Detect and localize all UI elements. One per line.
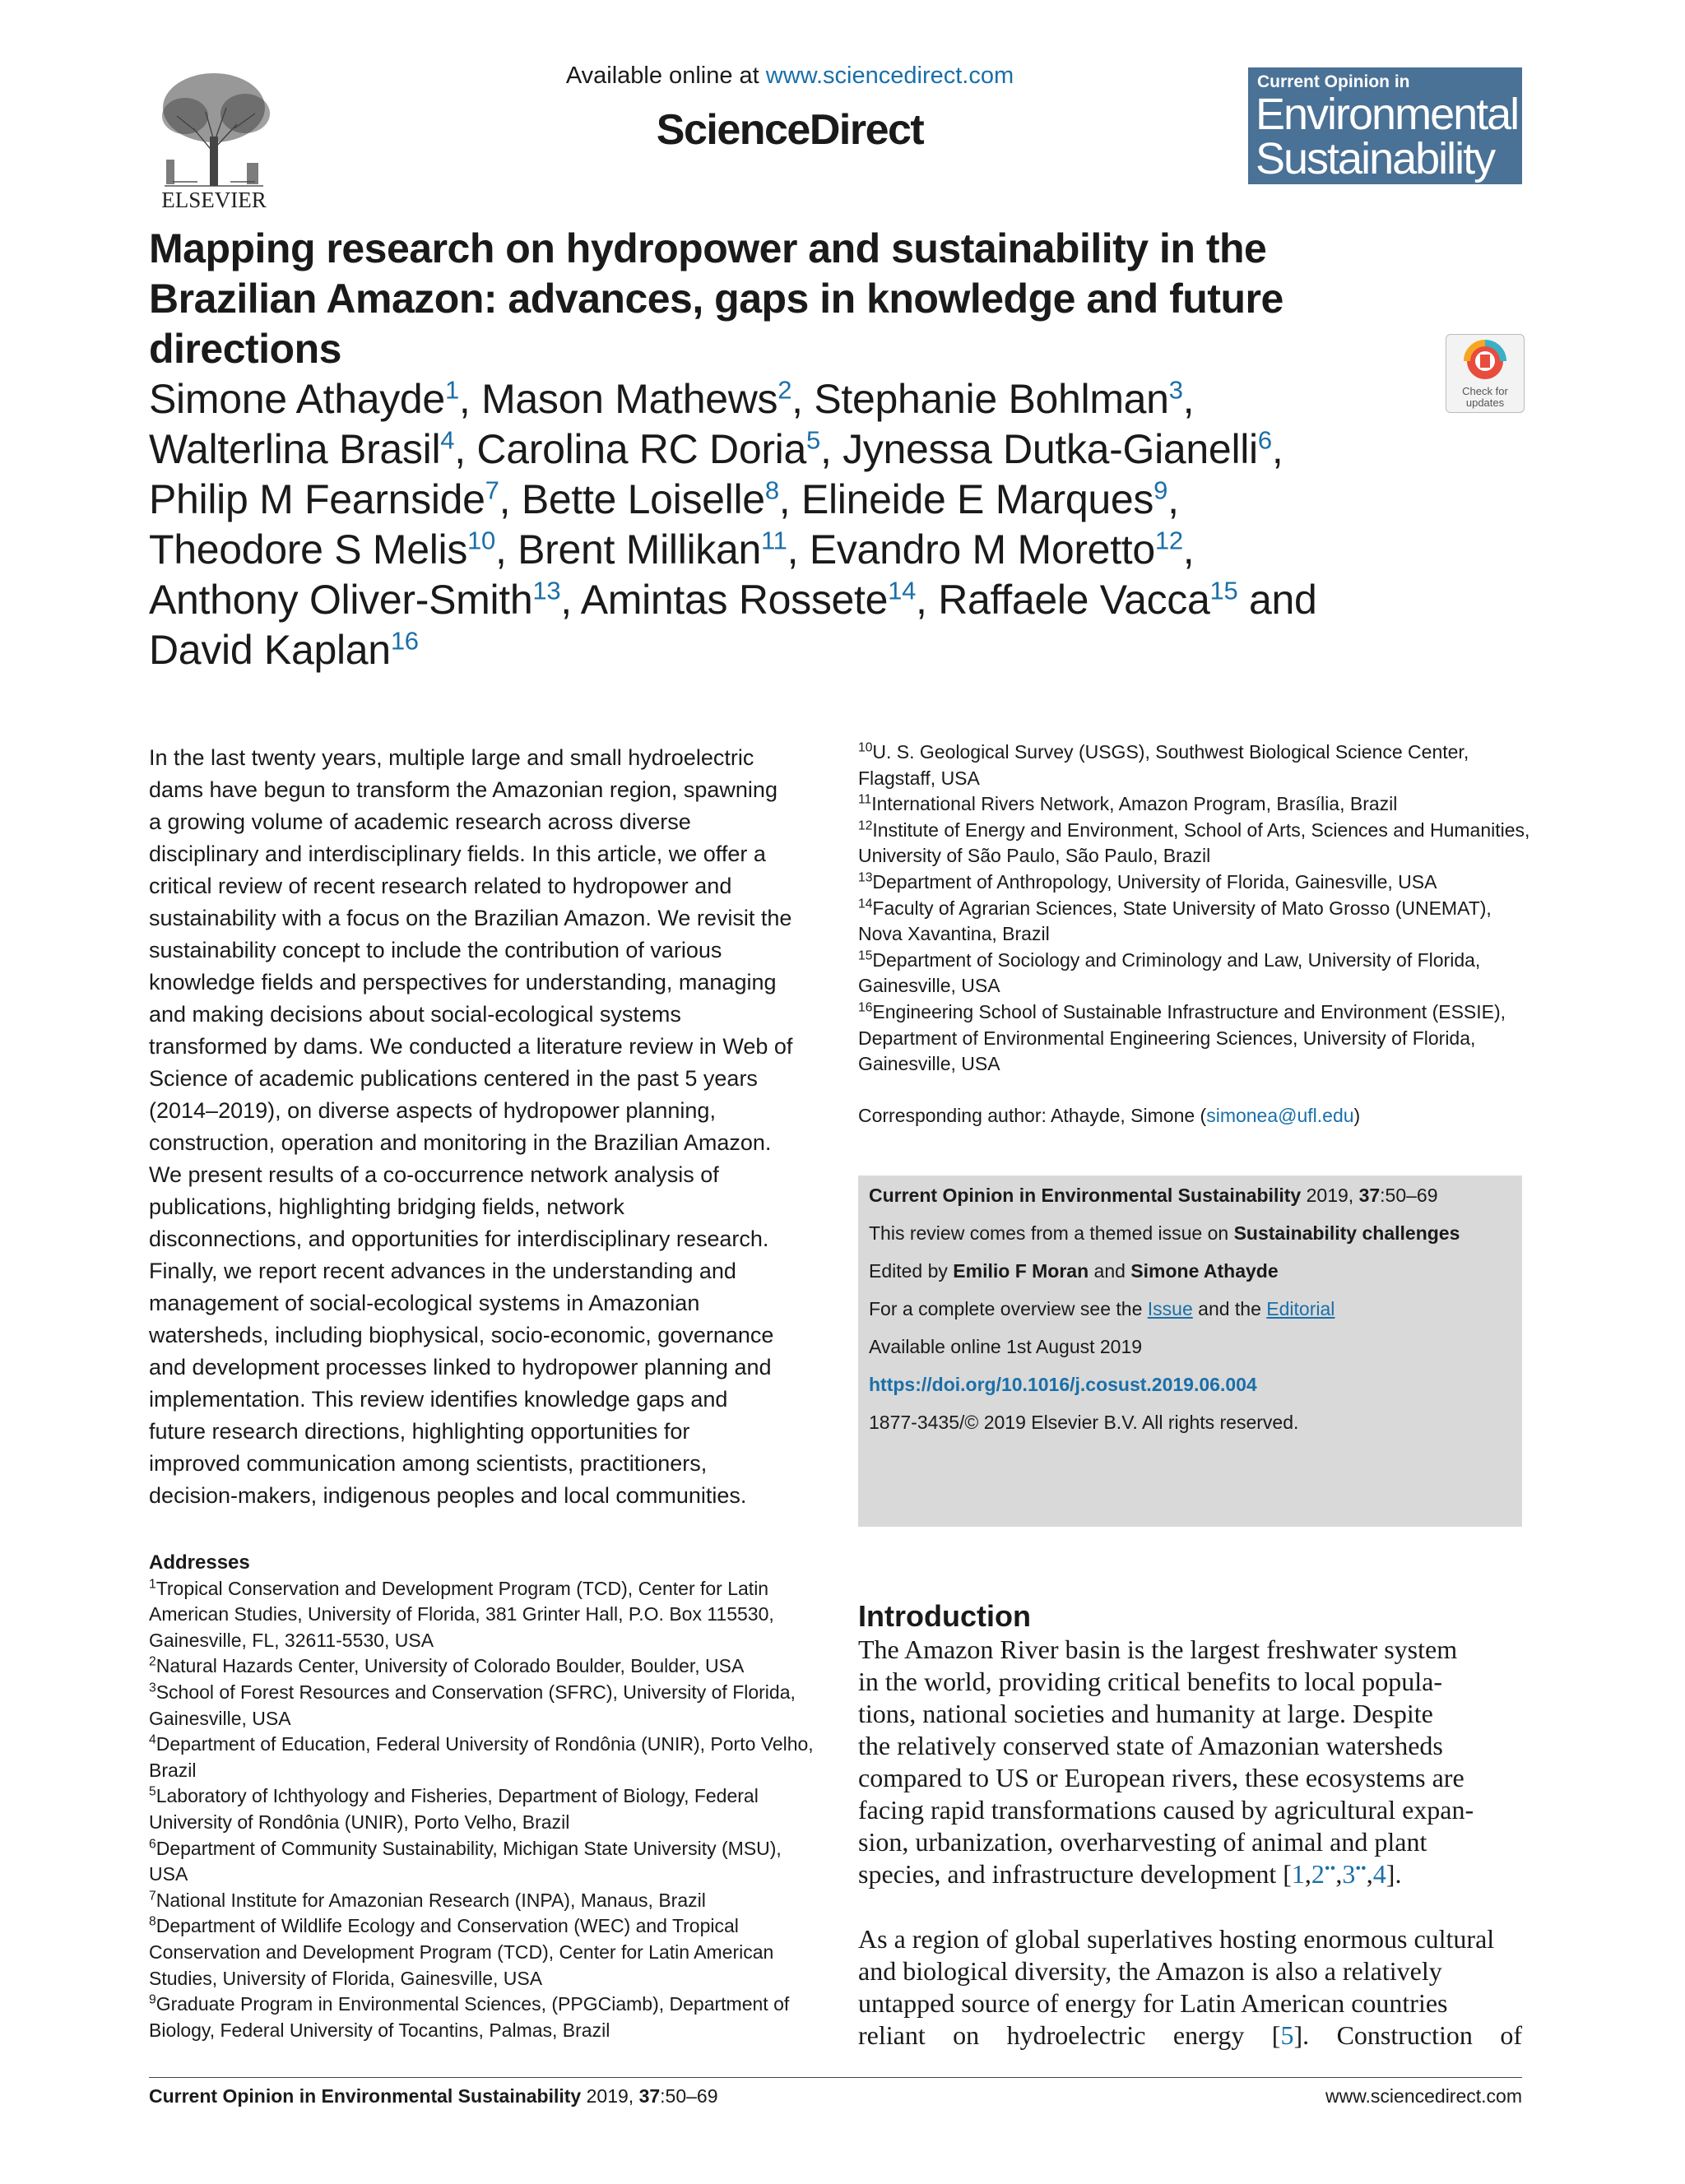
affiliation-number: 4: [149, 1732, 156, 1747]
affiliation-text: Institute of Energy and Environment, School of Arts, Sciences and Humanities, University of São Paulo, São Paulo, Brazil: [858, 818, 1530, 867]
author-affiliation-ref[interactable]: 3: [1168, 375, 1183, 405]
abstract-line: disconnections, and opportunities for interdisciplinary research.: [149, 1226, 769, 1251]
author-affiliation-ref[interactable]: 8: [764, 475, 779, 505]
intro-line: species, and infrastructure development [1,2••,3••,4].: [858, 1859, 1402, 1889]
author-affiliation-ref[interactable]: 11: [761, 526, 787, 555]
author-name: David Kaplan$^{16}$: [149, 626, 419, 673]
author-affiliation-ref[interactable]: 13: [532, 576, 561, 605]
affiliation-item: [858, 869, 1533, 896]
affiliation-text: Department of Community Sustainability, Michigan State University (MSU), USA: [149, 1837, 782, 1885]
abstract-line: decision-makers, indigenous peoples and local communities.: [149, 1483, 747, 1508]
affiliation-number: 8: [149, 1914, 156, 1929]
author-name: Mason Mathews$^2$: [481, 375, 792, 422]
citation-link[interactable]: 4: [1372, 1859, 1386, 1889]
author-affiliation-ref[interactable]: 10: [467, 526, 495, 555]
affiliation-number: 15: [858, 948, 873, 963]
author-name: Stephanie Bohlman$^3$: [814, 375, 1183, 422]
author-affiliation-ref[interactable]: 9: [1154, 475, 1168, 505]
affiliation-number: 16: [858, 1000, 873, 1015]
elsevier-wordmark: ELSEVIER: [161, 188, 267, 211]
abstract-line: and development processes linked to hydropower planning and: [149, 1355, 772, 1379]
citation-link[interactable]: 1: [1291, 1859, 1305, 1889]
affiliation-item: [149, 1732, 815, 1783]
affiliation-number: 7: [149, 1889, 156, 1903]
affiliation-item: [149, 1888, 815, 1914]
abstract-line: transformed by dams. We conducted a literature review in Web of: [149, 1034, 793, 1059]
author-affiliation-ref[interactable]: 5: [806, 425, 820, 455]
author-name: Brent Millikan$^{11}$: [518, 526, 787, 573]
editorial-link[interactable]: Editorial: [1266, 1298, 1335, 1319]
intro-line: the relatively conserved state of Amazonian watersheds: [858, 1731, 1443, 1760]
abstract-line: construction, operation and monitoring in the Brazilian Amazon.: [149, 1130, 772, 1155]
corresponding-author: Corresponding author: Athayde, Simone (simonea@ufl.edu): [858, 1105, 1361, 1126]
elsevier-logo: [148, 63, 280, 211]
info-themed: This review comes from a themed issue on Sustainability challenges: [869, 1222, 1460, 1244]
intro-line: As a region of global superlatives hosting enormous cultural: [858, 1924, 1495, 1954]
abstract-line: knowledge fields and perspectives for understanding, managing: [149, 970, 777, 995]
affiliation-item: [858, 740, 1533, 791]
affiliation-item: [858, 948, 1533, 999]
intro-line: facing rapid transformations caused by agricultural expan-: [858, 1795, 1474, 1825]
affiliation-text: Graduate Program in Environmental Sciences, (PPGCiamb), Department of Biology, Federal University of Tocantins, Palmas, Brazil: [149, 1993, 790, 2041]
affiliation-text: School of Forest Resources and Conservation (SFRC), University of Florida, Gainesville, USA: [149, 1681, 796, 1729]
author-name: Evandro M Moretto$^{12}$: [809, 526, 1183, 573]
abstract-line: implementation. This review identifies knowledge gaps and: [149, 1387, 728, 1412]
addresses-list: [149, 1576, 815, 2044]
abstract-line: sustainability concept to include the contribution of various: [149, 938, 722, 962]
affiliation-text: Engineering School of Sustainable Infrastructure and Environment (ESSIE), Department of Environmental Engineering Sciences, University of Florida, Gainesville, USA: [858, 1000, 1506, 1075]
affiliation-number: 1: [149, 1576, 156, 1591]
addresses: [149, 1550, 815, 2043]
elsevier-tree-icon: [148, 63, 280, 211]
author-name: Walterlina Brasil$^4$: [149, 425, 455, 472]
abstract-line: In the last twenty years, multiple large and small hydroelectric: [149, 745, 754, 770]
article-info-box: [858, 1175, 1522, 1527]
affiliation-text: Department of Wildlife Ecology and Conservation (WEC) and Tropical Conservation and Development Program (TCD), Center for Latin American Studies, University of Florida, Gainesville, USA: [149, 1915, 774, 1989]
affiliation-number: 2: [149, 1654, 156, 1669]
affiliation-number: 12: [858, 818, 873, 833]
author-affiliation-ref[interactable]: 12: [1154, 526, 1183, 555]
introduction-text: [858, 1634, 1522, 2084]
author-name: Theodore S Melis$^{10}$: [149, 526, 495, 573]
intro-line: The Amazon River basin is the largest freshwater system: [858, 1635, 1458, 1664]
author-affiliation-ref[interactable]: 16: [390, 626, 419, 656]
citation-link[interactable]: 2: [1311, 1859, 1325, 1889]
author-affiliation-ref[interactable]: 4: [440, 425, 455, 455]
abstract-line: and making decisions about social-ecological systems: [149, 1002, 681, 1027]
affiliation-number: 5: [149, 1784, 156, 1799]
introduction-heading: Introduction: [858, 1599, 1031, 1633]
affiliation-number: 13: [858, 870, 873, 885]
abstract-line: management of social-ecological systems in Amazonian: [149, 1291, 700, 1315]
affiliation-item: [858, 818, 1533, 869]
affiliation-text: Natural Hazards Center, University of Colorado Boulder, Boulder, USA: [156, 1655, 745, 1677]
journal-badge-line1: Current Opinion in: [1257, 72, 1410, 91]
abstract-line: future research directions, highlighting opportunities for: [149, 1419, 690, 1444]
author-affiliation-ref[interactable]: 15: [1209, 576, 1238, 605]
info-copyright: 1877-3435/© 2019 Elsevier B.V. All rights reserved.: [869, 1412, 1299, 1433]
abstract-line: disciplinary and interdisciplinary fields. In this article, we offer a: [149, 842, 766, 866]
affiliation-text: International Rivers Network, Amazon Program, Brasília, Brazil: [871, 793, 1398, 815]
check-updates-label: Check for updates: [1462, 385, 1508, 409]
affiliation-item: [149, 1992, 815, 2043]
affiliation-item: [858, 791, 1533, 818]
abstract-line: (2014–2019), on diverse aspects of hydropower planning,: [149, 1098, 716, 1123]
abstract-line: dams have begun to transform the Amazonian region, spawning: [149, 777, 778, 802]
affiliation-item: [149, 1783, 815, 1835]
affiliation-item: [149, 1913, 815, 1992]
affiliations-continued: [858, 740, 1533, 1078]
affiliation-text: Department of Sociology and Criminology and Law, University of Florida, Gainesville, USA: [858, 948, 1481, 997]
journal-badge-line2: Environmental: [1256, 90, 1519, 139]
affiliation-text: National Institute for Amazonian Research (INPA), Manaus, Brazil: [156, 1889, 706, 1911]
abstract-line: improved communication among scientists, practitioners,: [149, 1451, 708, 1476]
affiliation-item: [149, 1653, 815, 1680]
affiliation-number: 10: [858, 740, 873, 755]
info-editors: Edited by Emilio F Moran and Simone Athayde: [869, 1260, 1279, 1282]
affiliation-number: 11: [858, 792, 872, 807]
check-for-updates-button[interactable]: [1446, 334, 1525, 413]
affiliation-text: Department of Anthropology, University of Florida, Gainesville, USA: [872, 870, 1437, 893]
affiliation-item: [149, 1836, 815, 1888]
author-name: Philip M Fearnside$^7$: [149, 475, 499, 522]
info-available: Available online 1st August 2019: [869, 1336, 1143, 1357]
affiliation-item: [149, 1576, 815, 1654]
author-name: Simone Athayde$^1$: [149, 375, 459, 422]
intro-paragraph-1: [858, 1634, 1522, 1890]
abstract-line: critical review of recent research related to hydropower and: [149, 874, 732, 898]
sciencedirect-link[interactable]: www.sciencedirect.com: [765, 63, 1014, 89]
intro-line: in the world, providing critical benefits to local popula-: [858, 1667, 1443, 1696]
abstract-line: Science of academic publications centered in the past 5 years: [149, 1066, 758, 1091]
intro-line: compared to US or European rivers, these ecosystems are: [858, 1763, 1465, 1792]
intro-line: tions, national societies and humanity at large. Despite: [858, 1699, 1433, 1728]
author-affiliation-ref[interactable]: 1: [444, 375, 459, 405]
intro-line: untapped source of energy for Latin American countries: [858, 1988, 1448, 2018]
citation-marker: ••: [1355, 1860, 1367, 1878]
abstract-line: sustainability with a focus on the Brazilian Amazon. We revisit the: [149, 906, 792, 930]
footer-rule: [149, 2077, 1522, 2078]
affiliation-number: 14: [858, 896, 873, 911]
author-name: Bette Loiselle$^8$: [521, 475, 779, 522]
info-citation: Current Opinion in Environmental Sustainability 2019, 37:50–69: [869, 1185, 1438, 1206]
affiliation-text: Laboratory of Ichthyology and Fisheries, Department of Biology, Federal University of Rondônia (UNIR), Porto Velho, Brazil: [149, 1785, 759, 1833]
author-name: Jynessa Dutka-Gianelli$^6$: [842, 425, 1272, 472]
affiliation-text: Faculty of Agrarian Sciences, State University of Mato Grosso (UNEMAT), Nova Xavantina, Brazil: [858, 897, 1492, 945]
author-name: Amintas Rossete$^{14}$: [580, 576, 917, 623]
author-name: Elineide E Marques$^9$: [801, 475, 1168, 522]
doi-link[interactable]: https://doi.org/10.1016/j.cosust.2019.06.004: [869, 1374, 1257, 1395]
citation-link[interactable]: 3: [1342, 1859, 1356, 1889]
check-updates-icon: [1446, 335, 1524, 386]
intro-line: sion, urbanization, overharvesting of animal and plant: [858, 1827, 1427, 1857]
abstract-line: Finally, we report recent advances in the understanding and: [149, 1259, 736, 1283]
affiliation-text: Department of Education, Federal University of Rondônia (UNIR), Porto Velho, Brazil: [149, 1733, 814, 1781]
info-overview: For a complete overview see the Issue and the Editorial: [869, 1298, 1335, 1319]
affiliation-item: [858, 999, 1533, 1078]
affiliation-number: 9: [149, 1992, 156, 2007]
abstract-line: publications, highlighting bridging fields, network: [149, 1194, 624, 1219]
author-affiliation-ref[interactable]: 6: [1257, 425, 1272, 455]
affiliation-text: U. S. Geological Survey (USGS), Southwest Biological Science Center, Flagstaff, USA: [858, 741, 1469, 789]
journal-badge: [1248, 67, 1522, 184]
email-link[interactable]: simonea@ufl.edu: [1206, 1105, 1354, 1126]
citation-marker: ••: [1324, 1860, 1336, 1878]
author-name: Carolina RC Doria$^5$: [476, 425, 820, 472]
affiliation-item: [149, 1680, 815, 1732]
abstract-line: We present results of a co-occurrence network analysis of: [149, 1162, 719, 1187]
author-list: Simone Athayde$^1$, Mason Mathews$^2$, Stephanie Bohlman$^3$, Walterlina Brasil$^4$, Carolina RC Doria$^5$, Jynessa Dutka-Gianelli$^6$, Philip M Fearnside$^7$, Bette Loiselle$^8$, Elineide E Marques$^9$, Theodore S Melis$^{10}$, Brent Millikan$^{11}$, Evandro M Moretto$^{12}$, Anthony Oliver-Smith$^{13}$, Amintas Rossete$^{14}$, Raffaele Vacca$^{15}$ and David Kaplan$^{16}$: [149, 375, 1317, 673]
issue-link[interactable]: Issue: [1147, 1298, 1193, 1319]
author-affiliation-ref[interactable]: 7: [485, 475, 499, 505]
author-name: Raffaele Vacca$^{15}$: [938, 576, 1238, 623]
affiliation-number: 3: [149, 1681, 156, 1695]
intro-line: reliant on hydroelectric energy [5]. Construction of: [858, 2020, 1523, 2050]
author-affiliation-ref[interactable]: 2: [778, 375, 792, 405]
footer-citation: Current Opinion in Environmental Sustainability 2019, 37:50–69: [149, 2085, 718, 2107]
affiliation-item: [858, 896, 1533, 948]
abstract-line: watersheds, including biophysical, socio-economic, governance: [149, 1323, 774, 1347]
abstract-line: a growing volume of academic research across diverse: [149, 809, 691, 834]
intro-paragraph-2: [858, 1923, 1522, 2052]
author-affiliation-ref[interactable]: 14: [888, 576, 917, 605]
available-online: Available online at www.sciencedirect.com: [565, 63, 1014, 89]
intro-line: and biological diversity, the Amazon is also a relatively: [858, 1956, 1442, 1986]
affiliation-number: 6: [149, 1836, 156, 1851]
sciencedirect-wordmark: ScienceDirect: [656, 106, 924, 154]
footer-site: www.sciencedirect.com: [1325, 2085, 1522, 2107]
abstract: [149, 742, 799, 1512]
author-name: Anthony Oliver-Smith$^{13}$: [149, 576, 561, 623]
affiliation-text: Tropical Conservation and Development Program (TCD), Center for Latin American Studies, University of Florida, 381 Grinter Hall, P.O. Box 115530, Gainesville, FL, 32611-5530, USA: [149, 1577, 774, 1651]
citation-link[interactable]: 5: [1280, 2020, 1294, 2050]
article-title: Mapping research on hydropower and sustainability in the Brazilian Amazon: advances, gaps in knowledge and future directions: [149, 225, 1283, 372]
addresses-heading: Addresses: [149, 1551, 250, 1574]
journal-badge-line3: Sustainability: [1256, 134, 1495, 183]
